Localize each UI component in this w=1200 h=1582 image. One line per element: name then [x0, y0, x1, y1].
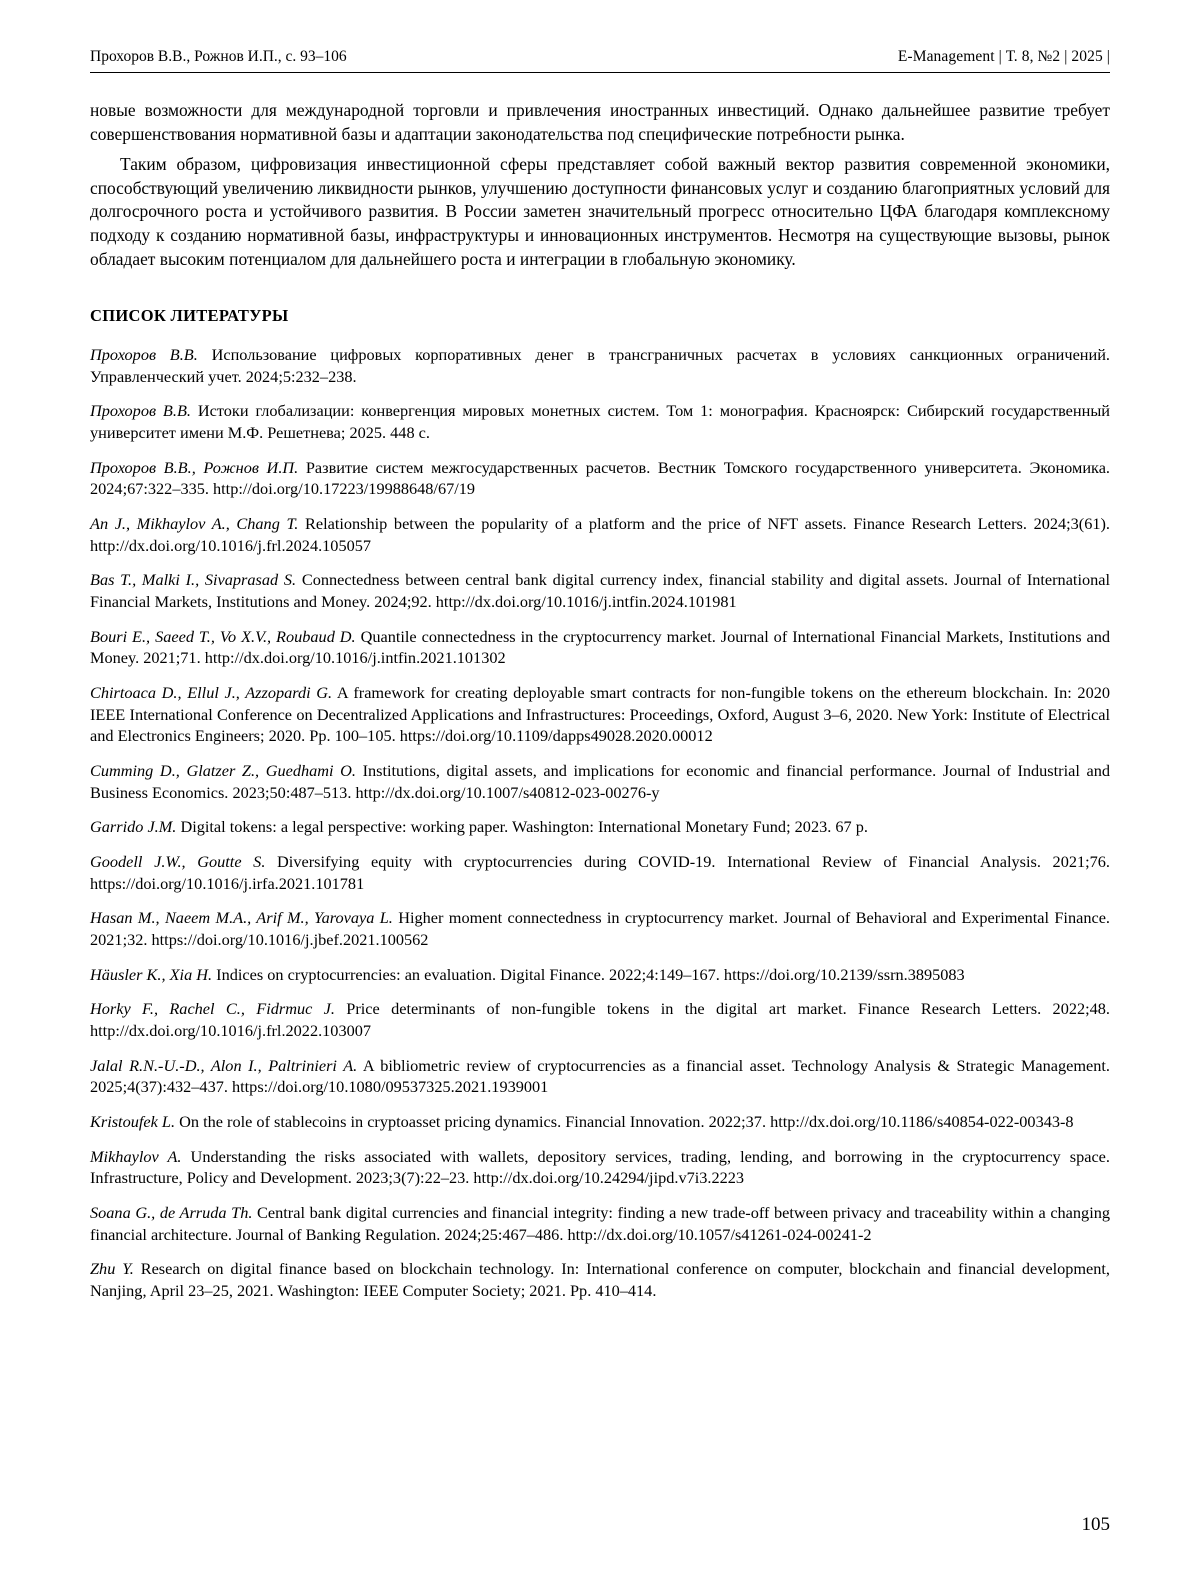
- reference-item: [90, 907, 1110, 950]
- reference-authors: Cumming D., Glatzer Z., Guedhami O.: [90, 760, 356, 780]
- reference-authors: Bouri E., Saeed T., Vo X.V., Roubaud D.: [90, 626, 356, 646]
- reference-authors: Прохоров В.В.: [90, 344, 198, 364]
- reference-authors: Mikhaylov A.: [90, 1146, 182, 1166]
- reference-text: Digital tokens: a legal perspective: working paper. Washington: International Monetary Fund; 2023. 67 p.: [176, 817, 868, 837]
- body-paragraph-2: Таким образом, цифровизация инвестиционной сферы представляет собой важный вектор развития современной экономики, способствующий увеличению ликвидности рынков, улучшению доступности финансовых услуг и созданию благоприятных условий для долгосрочного роста и устойчивого развития. В России заметен значительный прогресс относительно ЦФА благодаря комплексному подходу к созданию нормативной базы, инфраструктуры и инновационных инструментов. Несмотря на существующие вызовы, рынок обладает высоким потенциалом для дальнейшего роста и интеграции в глобальную экономику.: [90, 153, 1110, 270]
- reference-item: [90, 569, 1110, 612]
- header-divider: [90, 72, 1110, 73]
- reference-authors: Goodell J.W., Goutte S.: [90, 852, 266, 871]
- reference-item: [90, 964, 1110, 986]
- reference-text: Истоки глобализации: конвергенция мировых монетных систем. Том 1: монография. Красноярск: Сибирский государственный университет имени М.Ф. Решетнева; 2025. 448 с.: [90, 401, 1110, 442]
- reference-text: Развитие систем межгосударственных расчетов. Вестник Томского государственного университета. Экономика. 2024;67:322–335. http://doi.org/10.17223/19988648/67/19: [90, 457, 1110, 499]
- running-head-right: E-Management | Т. 8, №2 | 2025 |: [897, 48, 1110, 65]
- reference-authors: Häusler K., Xia H.: [90, 964, 213, 984]
- reference-item: [90, 400, 1110, 443]
- page-number: 105: [1081, 1514, 1110, 1535]
- reference-text: Research on digital finance based on blockchain technology. In: International conference on computer, blockchain and financial development, Nanjing, April 23–25, 2021. Washington: IEEE Computer Society; 2021. Pp. 410–414.: [90, 1259, 1110, 1301]
- reference-item: [90, 851, 1110, 894]
- body-paragraph-1: новые возможности для международной торговли и привлечения иностранных инвестиций. Однако дальнейшее развитие требует совершенствования нормативной базы и адаптации законодательства под специфические потребности рынка.: [90, 100, 1110, 144]
- reference-item: [90, 1258, 1110, 1301]
- reference-text: A framework for creating deployable smart contracts for non-fungible tokens on the ethereum blockchain. In: 2020 IEEE International Conference on Decentralized Applications and Infrastructures: Proceedings, Oxford, August 3–6, 2020. New York: Institute of Electrical and Electronics Engineers; 2020. Pp. 100–105. https://doi.org/10.1109/dapps49028.2020.00012: [90, 682, 1110, 746]
- reference-text: Price determinants of non-fungible tokens in the digital art market. Finance Research Letters. 2022;48. http://dx.doi.org/10.1016/j.frl.2022.103007: [90, 999, 1110, 1041]
- reference-authors: Прохоров В.В., Рожнов И.П.: [90, 457, 299, 477]
- reference-authors: Прохоров В.В.: [90, 401, 191, 421]
- reference-item: [90, 1111, 1110, 1133]
- reference-text: Connectedness between central bank digital currency index, financial stability and digital assets. Journal of International Financial Markets, Institutions and Money. 2024;92. http://dx.doi.org/10.1016/j.intfin.2024.101981: [90, 570, 1111, 611]
- reference-text: Understanding the risks associated with wallets, depository services, trading, lending, and borrowing in the cryptocurrency space. Infrastructure, Policy and Development. 2023;3(7):22–23. http://dx.doi.org/10.24294/jipd.v7i3.2223: [90, 1146, 1110, 1188]
- reference-text: Central bank digital currencies and financial integrity: finding a new trade-off between privacy and traceability within a changing financial architecture. Journal of Banking Regulation. 2024;25:467–486. http://dx.doi.org/10.1057/s41261-024-00241-2: [90, 1203, 1110, 1244]
- references-heading: СПИСОК ЛИТЕРАТУРЫ: [90, 305, 289, 325]
- reference-text: Diversifying equity with cryptocurrencies during COVID-19. International Review of Financial Analysis. 2021;76. https://doi.org/10.1016/j.irfa.2021.101781: [90, 852, 1110, 893]
- reference-authors: Chirtoaca D., Ellul J., Azzopardi G.: [90, 682, 333, 702]
- reference-item: [90, 760, 1110, 803]
- reference-authors: Bas T., Malki I., Sivaprasad S.: [90, 570, 297, 590]
- reference-item: [90, 626, 1110, 669]
- reference-authors: Jalal R.N.-U.-D., Alon I., Paltrinieri A.: [90, 1055, 358, 1075]
- reference-item: [90, 1202, 1110, 1245]
- reference-authors: Garrido J.M.: [90, 817, 177, 837]
- reference-authors: An J., Mikhaylov A., Chang T.: [90, 513, 299, 533]
- reference-authors: Kristoufek L.: [90, 1112, 176, 1132]
- reference-item: [90, 998, 1110, 1041]
- reference-item: [90, 1146, 1110, 1189]
- reference-text: Relationship between the popularity of a platform and the price of NFT assets. Finance Research Letters. 2024;3(61). http://dx.doi.org/10.1016/j.frl.2024.105057: [90, 513, 1110, 555]
- reference-authors: Soana G., de Arruda Th.: [90, 1203, 253, 1223]
- reference-authors: Zhu Y.: [90, 1259, 134, 1279]
- reference-text: Quantile connectedness in the cryptocurrency market. Journal of International Financial Markets, Institutions and Money. 2021;71. http://dx.doi.org/10.1016/j.intfin.2021.101302: [90, 626, 1110, 668]
- reference-text: Indices on cryptocurrencies: an evaluation. Digital Finance. 2022;4:149–167. https://doi.org/10.2139/ssrn.3895083: [212, 964, 965, 984]
- reference-text: On the role of stablecoins in cryptoasset pricing dynamics. Financial Innovation. 2022;37. http://dx.doi.org/10.1186/s40854-022-00343-8: [175, 1112, 1074, 1132]
- reference-authors: Horky F., Rachel C., Fidrmuc J.: [90, 999, 335, 1019]
- reference-text: A bibliometric review of cryptocurrencies as a financial asset. Technology Analysis & Strategic Management. 2025;4(37):432–437. https://doi.org/10.1080/09537325.2021.1939001: [90, 1055, 1111, 1097]
- reference-text: Institutions, digital assets, and implications for economic and financial performance. Journal of Industrial and Business Economics. 2023;50:487–513. http://dx.doi.org/10.1007/s40812-023-00276-y: [90, 760, 1110, 802]
- reference-item: [90, 457, 1110, 500]
- reference-item: [90, 682, 1110, 747]
- reference-item: [90, 513, 1110, 556]
- reference-authors: Hasan M., Naeem M.A., Arif M., Yarovaya L.: [90, 908, 393, 928]
- reference-text: Higher moment connectedness in cryptocurrency market. Journal of Behavioral and Experimental Finance. 2021;32. https://doi.org/10.1016/j.jbef.2021.100562: [90, 908, 1110, 950]
- reference-item: [90, 344, 1110, 387]
- references-list: [90, 344, 1110, 1302]
- reference-text: Использование цифровых корпоративных денег в трансграничных расчетах в условиях санкционных ограничений. Управленческий учет. 2024;5:232–238.: [90, 344, 1111, 386]
- reference-item: [90, 816, 1110, 838]
- reference-item: [90, 1055, 1110, 1098]
- running-head-left: Прохоров В.В., Рожнов И.П., с. 93–106: [90, 48, 347, 65]
- running-head: [90, 48, 1110, 66]
